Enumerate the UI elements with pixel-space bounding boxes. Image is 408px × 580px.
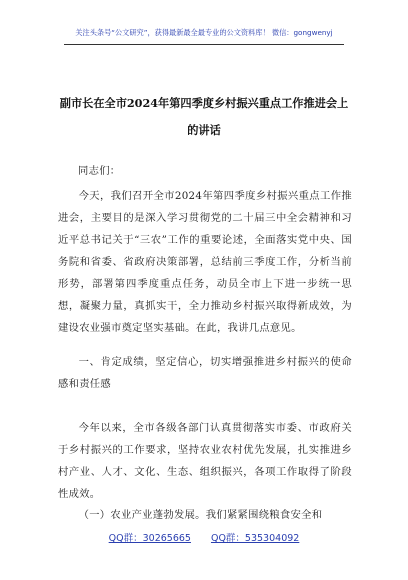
footer-contacts	[0, 530, 408, 544]
paragraph-achievements: 今年以来，全市各级各部门认真贯彻落实市委、市政府关于乡村振兴的工作要求，坚持农业农村优先发展，扎实推进乡村产业、人才、文化、生态、组织振兴，各项工作取得了阶段性成效。	[58, 422, 352, 500]
header-divider	[64, 44, 344, 45]
footer-qq-group-1[interactable]: QQ群：30265665	[108, 533, 191, 544]
greeting: 同志们：	[78, 165, 121, 177]
document-title-line-1: 副市长在全市2024年第四季度乡村振兴重点工作推进会上	[59, 96, 349, 110]
document-title-line-2: 的讲话	[187, 123, 221, 137]
footer-qq-group-2[interactable]: QQ群：535304092	[210, 533, 300, 544]
header-note: 关注头条号“公文研究”，获得最新最全最专业的公文资料库！ 微信：gongwenyj	[75, 28, 333, 37]
section-heading-1: 一、肯定成绩，坚定信心，切实增强推进乡村振兴的使命感和责任感	[58, 356, 352, 390]
subsection-heading-1: （一）农业产业蓬勃发展。我们紧紧围绕粮食安全和	[78, 509, 323, 521]
paragraph-intro: 今天，我们召开全市2024年第四季度乡村振兴重点工作推进会，主要目的是深入学习贯彻党的二十届三中全会精神和习近平总书记关于“三农”工作的重要论述，全面落实党中央、国务院和省委、省政府决策部署，总结前三季度工作，分析当前形势，部署第四季度重点任务，动员全市上下进一步统一思想，凝聚力量，真抓实干，全力推动乡村振兴取得新成效，为建设农业强市奠定坚实基础。在此，我讲几点意见。	[58, 190, 352, 334]
